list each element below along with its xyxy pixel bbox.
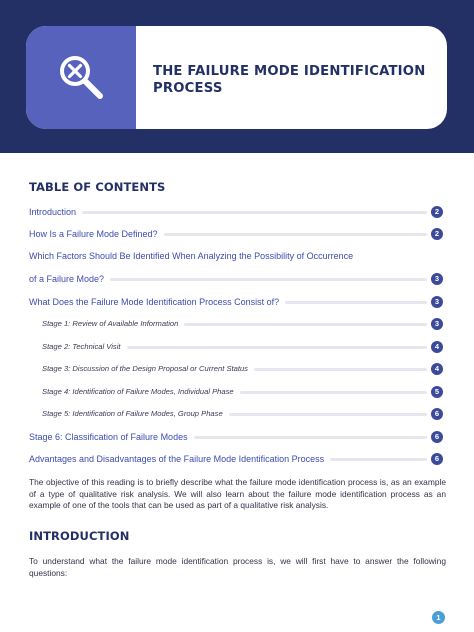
- toc-page-badge: 3: [431, 296, 443, 308]
- objective-paragraph: The objective of this reading is to briefly describe what the failure mode identification process is, as an example of a type of qualitative risk analysis. We will also learn about the failure mode identification process as an example of one of the tools that can be used as part of a qualitative risk analysis.: [29, 477, 446, 510]
- toc-page-badge: 4: [431, 341, 443, 353]
- toc-entry-label[interactable]: Which Factors Should Be Identified When Analyzing the Possibility of Occurrence: [29, 251, 354, 261]
- toc-page-badge: 6: [431, 431, 443, 443]
- toc-leader: [285, 301, 427, 304]
- toc-heading: TABLE OF CONTENTS: [29, 180, 166, 194]
- toc-leader: [164, 233, 427, 236]
- toc-leader: [330, 458, 427, 461]
- toc-entry-label[interactable]: Stage 5: Identification of Failure Modes, Group Phase: [42, 409, 223, 418]
- toc-entry-label[interactable]: How Is a Failure Mode Defined?: [29, 229, 158, 239]
- toc-entry[interactable]: [29, 205, 443, 219]
- toc-leader: [254, 368, 427, 371]
- toc-page-badge: 6: [431, 408, 443, 420]
- toc-entry-label[interactable]: Stage 3: Discussion of the Design Proposal or Current Status: [42, 364, 248, 373]
- magnifier-x-icon: [56, 52, 106, 102]
- toc-page-badge: 4: [431, 363, 443, 375]
- toc-entry[interactable]: [29, 430, 443, 444]
- toc-leader: [229, 413, 427, 416]
- toc-entry[interactable]: [29, 407, 443, 421]
- introduction-heading: INTRODUCTION: [29, 529, 130, 543]
- toc-entry[interactable]: [29, 317, 443, 331]
- toc-entry[interactable]: [29, 272, 443, 286]
- toc-entry-label[interactable]: Advantages and Disadvantages of the Failure Mode Identification Process: [29, 454, 325, 464]
- toc-entry[interactable]: [29, 385, 443, 399]
- toc-entry-label[interactable]: Stage 4: Identification of Failure Modes, Individual Phase: [42, 387, 234, 396]
- introduction-paragraph: To understand what the failure mode identification process is, we will first have to answer the following questions:: [29, 556, 446, 578]
- toc-entry-label[interactable]: What Does the Failure Mode Identification Process Consist of?: [29, 297, 280, 307]
- toc-entry[interactable]: [29, 249, 443, 263]
- toc-page-badge: 5: [431, 386, 443, 398]
- toc-page-badge: 3: [431, 318, 443, 330]
- toc-entry[interactable]: [29, 227, 443, 241]
- toc-page-badge: 3: [431, 273, 443, 285]
- toc-leader: [240, 391, 427, 394]
- toc-leader: [194, 436, 427, 439]
- document-title: THE FAILURE MODE IDENTIFICATION PROCESS: [153, 64, 426, 96]
- toc-leader: [110, 278, 427, 281]
- toc-entry[interactable]: [29, 340, 443, 354]
- toc-entry-label[interactable]: Stage 6: Classification of Failure Modes: [29, 432, 188, 442]
- toc-entry-label[interactable]: of a Failure Mode?: [29, 274, 105, 284]
- toc-entry-label[interactable]: Stage 2: Technical Visit: [42, 342, 121, 351]
- toc-leader: [184, 323, 427, 326]
- toc-leader: [82, 211, 427, 214]
- toc-entry[interactable]: [29, 452, 443, 466]
- toc-entry-label[interactable]: Stage 1: Review of Available Information: [42, 319, 179, 328]
- toc-page-badge: 2: [431, 206, 443, 218]
- toc-entry[interactable]: [29, 362, 443, 376]
- toc-page-badge: 6: [431, 453, 443, 465]
- icon-tile: [26, 26, 136, 129]
- toc-entry[interactable]: [29, 295, 443, 309]
- page-number: 1: [432, 611, 445, 624]
- toc-leader: [127, 346, 427, 349]
- toc-page-badge: 2: [431, 228, 443, 240]
- toc-entry-label[interactable]: Introduction: [29, 207, 77, 217]
